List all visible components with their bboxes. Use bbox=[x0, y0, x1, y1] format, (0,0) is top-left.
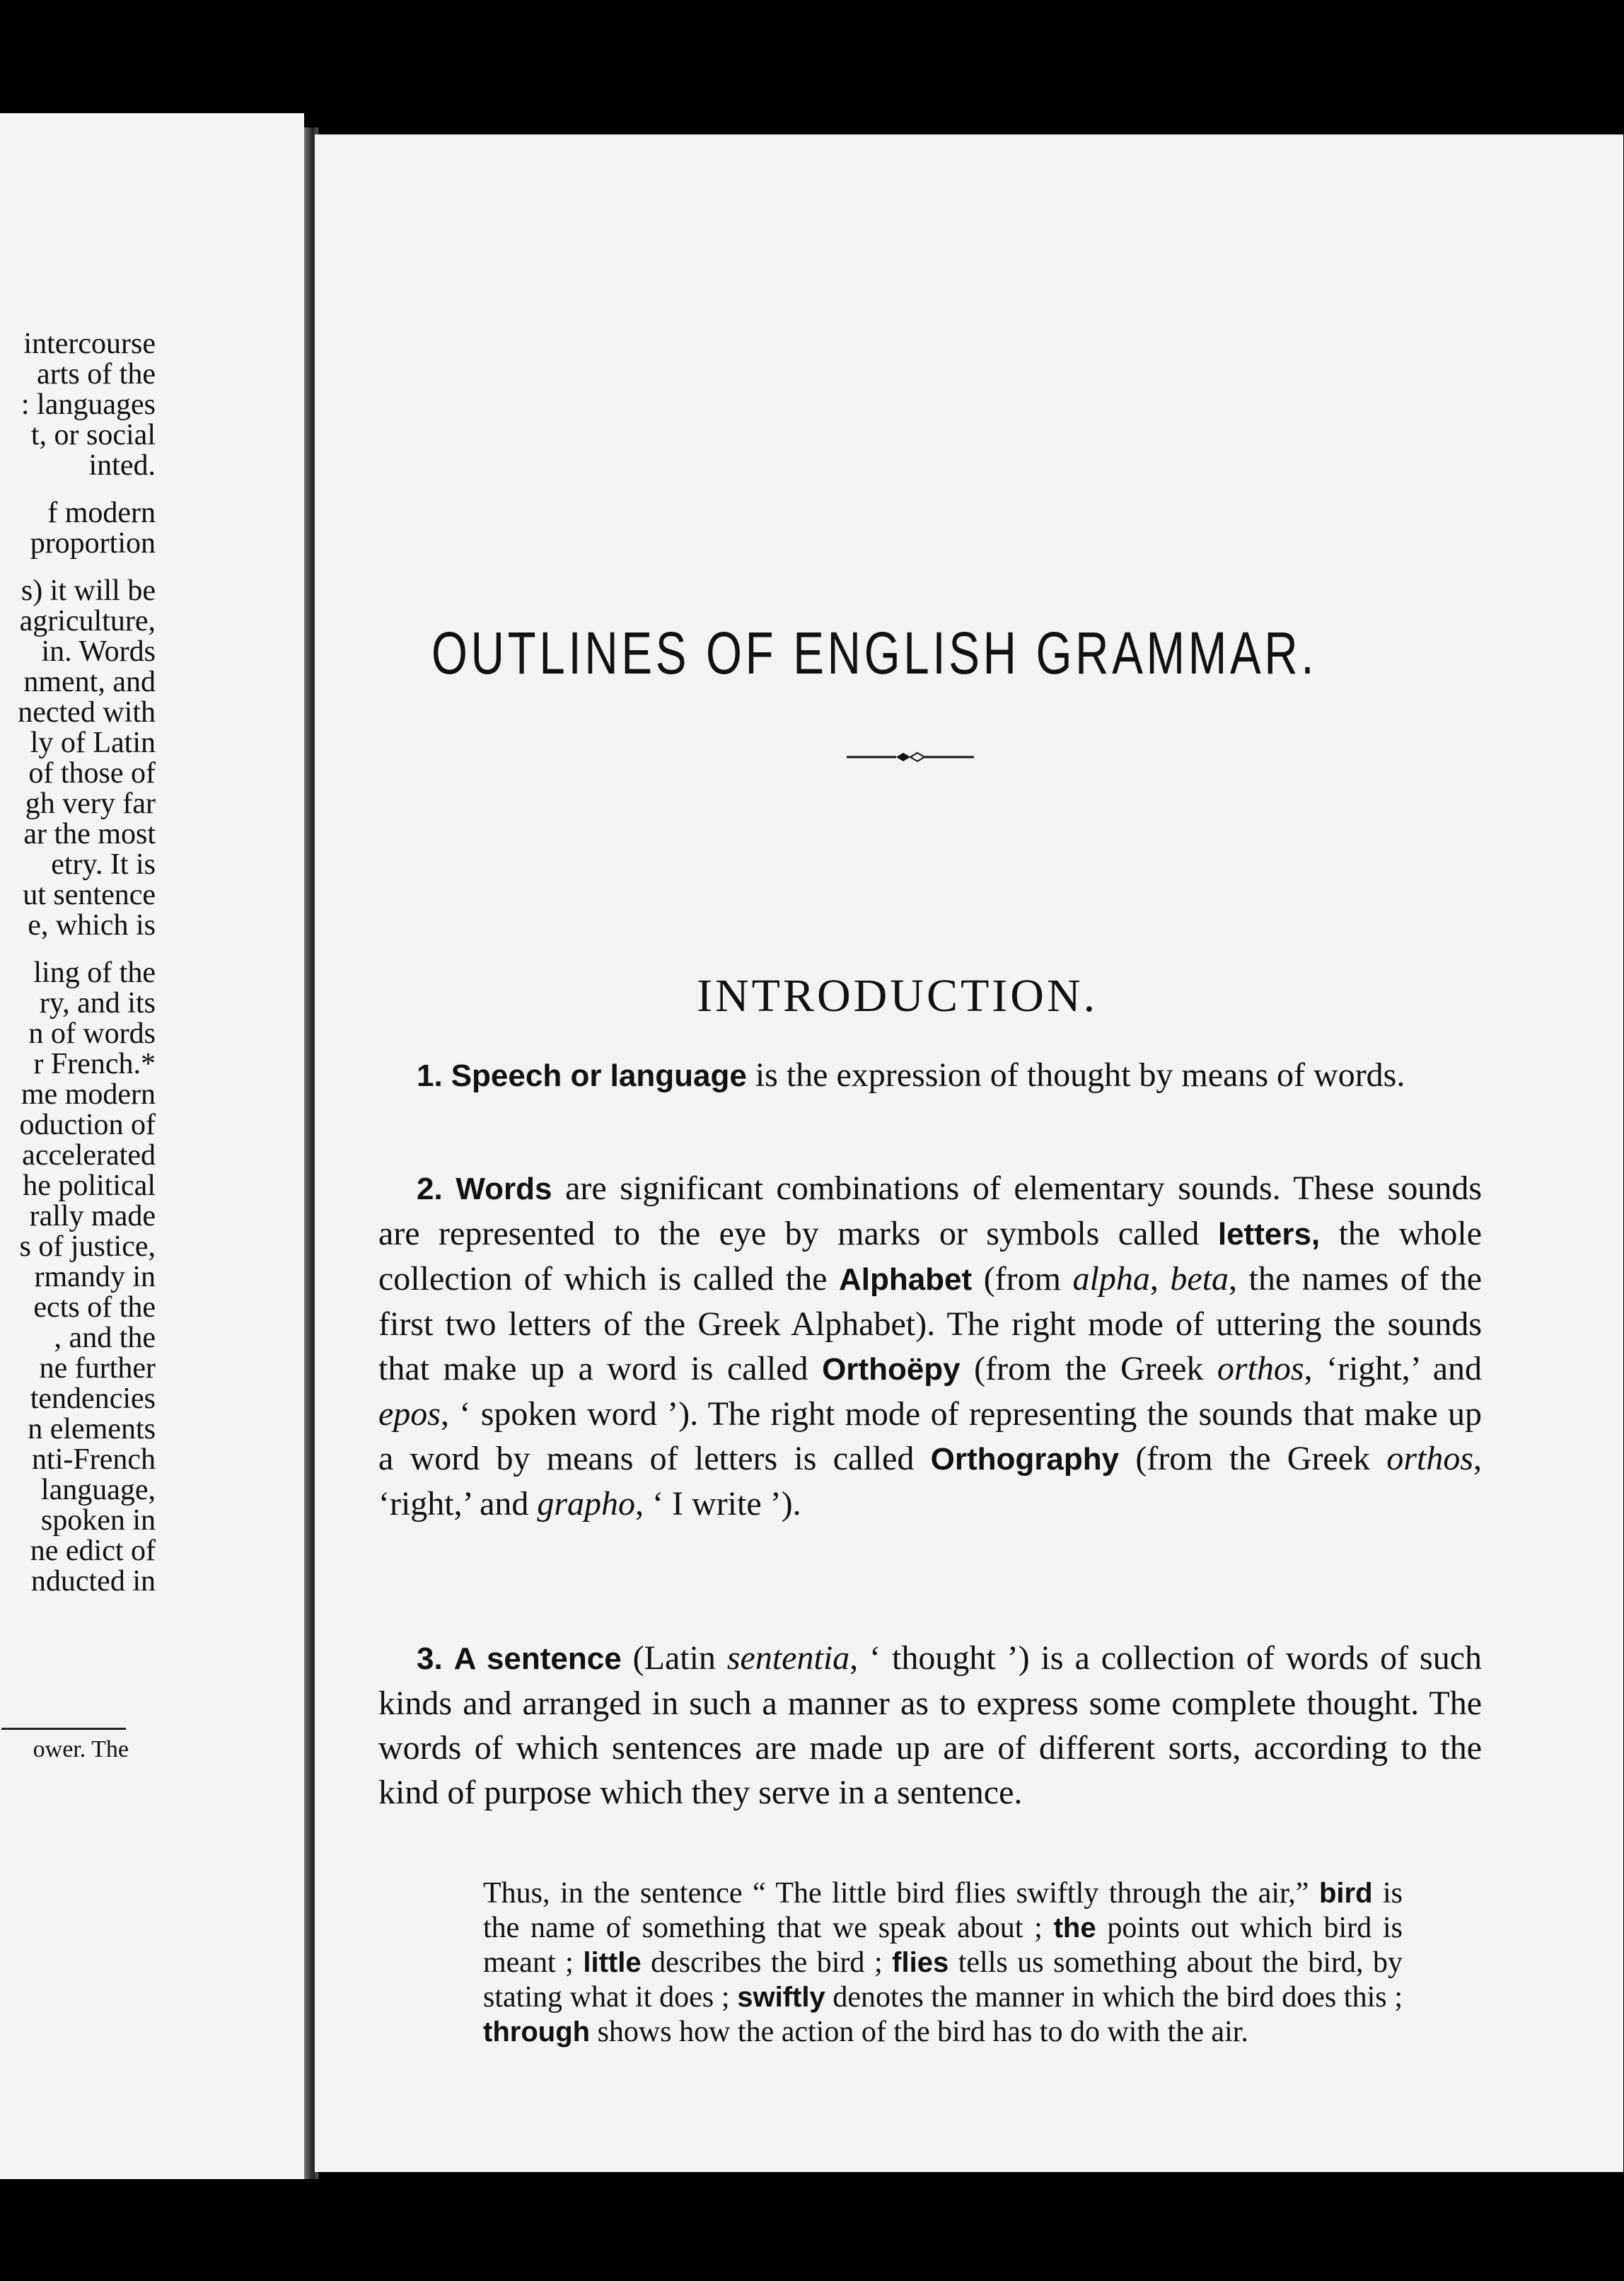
paragraph-text: , ‘ spoken word ’). The right mode of representing the sounds that make up a word by means of letters is called bbox=[378, 1395, 1482, 1477]
previous-page-line: etry. It is bbox=[51, 848, 156, 881]
previous-page-footnote: ower. The bbox=[33, 1736, 129, 1762]
previous-page-line: language, bbox=[40, 1474, 156, 1506]
paragraph-text: , ‘ I write ’). bbox=[635, 1485, 801, 1523]
defined-term: A sentence bbox=[453, 1641, 622, 1676]
example-text: denotes the manner in which the bird does this ; bbox=[825, 1981, 1403, 2014]
italic-word: orthos bbox=[1217, 1350, 1304, 1387]
previous-page-line: inted. bbox=[88, 449, 156, 482]
example-word: bird bbox=[1318, 1878, 1373, 1909]
paragraph-2 bbox=[378, 1166, 1482, 1526]
paragraph-text: the whole collection of which is called the bbox=[378, 1215, 1482, 1298]
previous-page-line: ry, and its bbox=[39, 987, 156, 1020]
example-word: little bbox=[583, 1947, 642, 1978]
previous-page-line: s) it will be bbox=[21, 574, 156, 607]
footnote-rule bbox=[1, 1728, 126, 1730]
paragraph-text: , ‘right,’ and bbox=[1304, 1350, 1483, 1387]
line-gap bbox=[0, 941, 156, 958]
example-text: describes the bird ; bbox=[641, 1946, 893, 1979]
paragraph-text: , ‘right,’ and bbox=[378, 1440, 1483, 1523]
paragraph-text: , the names of the first two letters of the Greek Alphabet). The right mode of uttering the sounds that make up a word is called bbox=[378, 1260, 1483, 1387]
paragraph-number: 3. bbox=[417, 1641, 443, 1676]
example-text: tells us something about the bird, by stating what it does ; bbox=[483, 1946, 1403, 2014]
defined-term: letters, bbox=[1217, 1217, 1321, 1252]
example-word: the bbox=[1053, 1912, 1096, 1944]
defined-term: Orthoëpy bbox=[822, 1352, 961, 1387]
previous-page-line: me modern bbox=[21, 1078, 156, 1111]
previous-page-line: nected with bbox=[18, 696, 156, 729]
previous-page-line: ut sentence bbox=[23, 879, 156, 911]
paragraph-text: are significant combinations of elementary sounds. These sounds are represented to the eye by marks or symbols called bbox=[378, 1170, 1483, 1252]
previous-page-line: n of words bbox=[28, 1017, 156, 1050]
previous-page-line: ly of Latin bbox=[30, 727, 156, 759]
defined-term: Alphabet bbox=[838, 1262, 973, 1297]
previous-page-line: t, or social bbox=[30, 419, 156, 451]
previous-page-line: s of justice, bbox=[19, 1230, 156, 1263]
previous-page-line: nti-French bbox=[32, 1443, 156, 1476]
section-heading: INTRODUCTION. bbox=[697, 970, 1098, 1022]
previous-page-line: ne further bbox=[39, 1352, 156, 1385]
previous-page bbox=[0, 113, 304, 2179]
main-page bbox=[315, 134, 1623, 2172]
previous-page-line: spoken in bbox=[40, 1504, 156, 1537]
paragraph-number: 1. bbox=[417, 1058, 443, 1093]
previous-page-line: r French.* bbox=[33, 1048, 156, 1080]
previous-page-line: arts of the bbox=[37, 358, 156, 391]
example-text: Thus, in the sentence “ The little bird flies swiftly through the air,” bbox=[483, 1877, 1319, 1910]
paragraph-3 bbox=[378, 1636, 1482, 1815]
paragraph-text: , ‘ thought ’) is a collection of words of such kinds and arranged in such a manner as to express some complete thought. The words of which sentences are made up are of different sorts, according to the kind of purpose which they serve in a sentence. bbox=[378, 1639, 1482, 1811]
defined-term: Words bbox=[456, 1172, 552, 1206]
example-word: through bbox=[483, 2016, 591, 2048]
example-word: swiftly bbox=[737, 1982, 825, 2013]
previous-page-line: proportion bbox=[30, 527, 156, 560]
previous-page-line: , and the bbox=[54, 1322, 156, 1354]
defined-term: Speech or language bbox=[451, 1058, 747, 1093]
previous-page-line: agriculture, bbox=[19, 605, 156, 637]
paragraph-text: is the expression of thought by means of words. bbox=[746, 1056, 1405, 1094]
italic-word: beta bbox=[1170, 1260, 1229, 1298]
previous-page-line: nment, and bbox=[23, 666, 156, 698]
previous-page-line: nducted in bbox=[30, 1565, 156, 1598]
previous-page-line: ling of the bbox=[33, 957, 156, 989]
previous-page-line: f modern bbox=[47, 497, 156, 529]
paragraph-text: , bbox=[1149, 1260, 1171, 1298]
previous-page-line: n elements bbox=[28, 1413, 156, 1445]
previous-page-line: ar the most bbox=[23, 818, 156, 850]
paragraph-number: 2. bbox=[417, 1172, 443, 1206]
example-block bbox=[483, 1876, 1403, 2050]
paragraph-text: (from the Greek bbox=[1119, 1440, 1387, 1477]
italic-word: grapho bbox=[537, 1485, 636, 1523]
previous-page-line: ne edict of bbox=[30, 1535, 156, 1567]
italic-word: epos bbox=[378, 1395, 441, 1433]
previous-page-line: ects of the bbox=[33, 1291, 156, 1324]
line-gap bbox=[0, 481, 156, 498]
previous-page-line: oduction of bbox=[19, 1109, 156, 1141]
previous-page-line: gh very far bbox=[25, 787, 156, 820]
example-text: shows how the action of the bird has to do with the air. bbox=[590, 2016, 1248, 2048]
previous-page-line: in. Words bbox=[41, 635, 156, 668]
ornamental-divider-icon bbox=[847, 746, 974, 768]
previous-page-line: intercourse bbox=[23, 328, 156, 360]
previous-page-line: accelerated bbox=[22, 1139, 156, 1172]
italic-word: alpha bbox=[1072, 1260, 1150, 1298]
previous-page-line: : languages bbox=[21, 388, 156, 421]
paragraph-1 bbox=[378, 1053, 1482, 1098]
example-text: points out which bird is meant ; bbox=[483, 1912, 1403, 1979]
example-text: is the name of something that we speak about ; bbox=[483, 1877, 1403, 1944]
paragraph-text: (Latin bbox=[621, 1639, 727, 1677]
previous-page-line: e, which is bbox=[28, 909, 156, 942]
previous-page-line: of those of bbox=[28, 757, 156, 790]
previous-page-line: rally made bbox=[29, 1200, 156, 1232]
italic-word: orthos bbox=[1386, 1440, 1474, 1477]
previous-page-line: rmandy in bbox=[34, 1261, 156, 1293]
paragraph-text: (from the Greek bbox=[960, 1350, 1217, 1387]
example-word: flies bbox=[892, 1947, 949, 1978]
defined-term: Orthography bbox=[930, 1442, 1120, 1477]
previous-page-line: tendencies bbox=[30, 1382, 156, 1415]
book-title: OUTLINES OF ENGLISH GRAMMAR. bbox=[431, 620, 1318, 686]
line-gap bbox=[0, 559, 156, 576]
previous-page-line: he political bbox=[23, 1170, 156, 1202]
italic-word: sententia bbox=[726, 1639, 850, 1677]
paragraph-text: (from bbox=[972, 1260, 1073, 1298]
previous-page-text bbox=[0, 329, 156, 1597]
